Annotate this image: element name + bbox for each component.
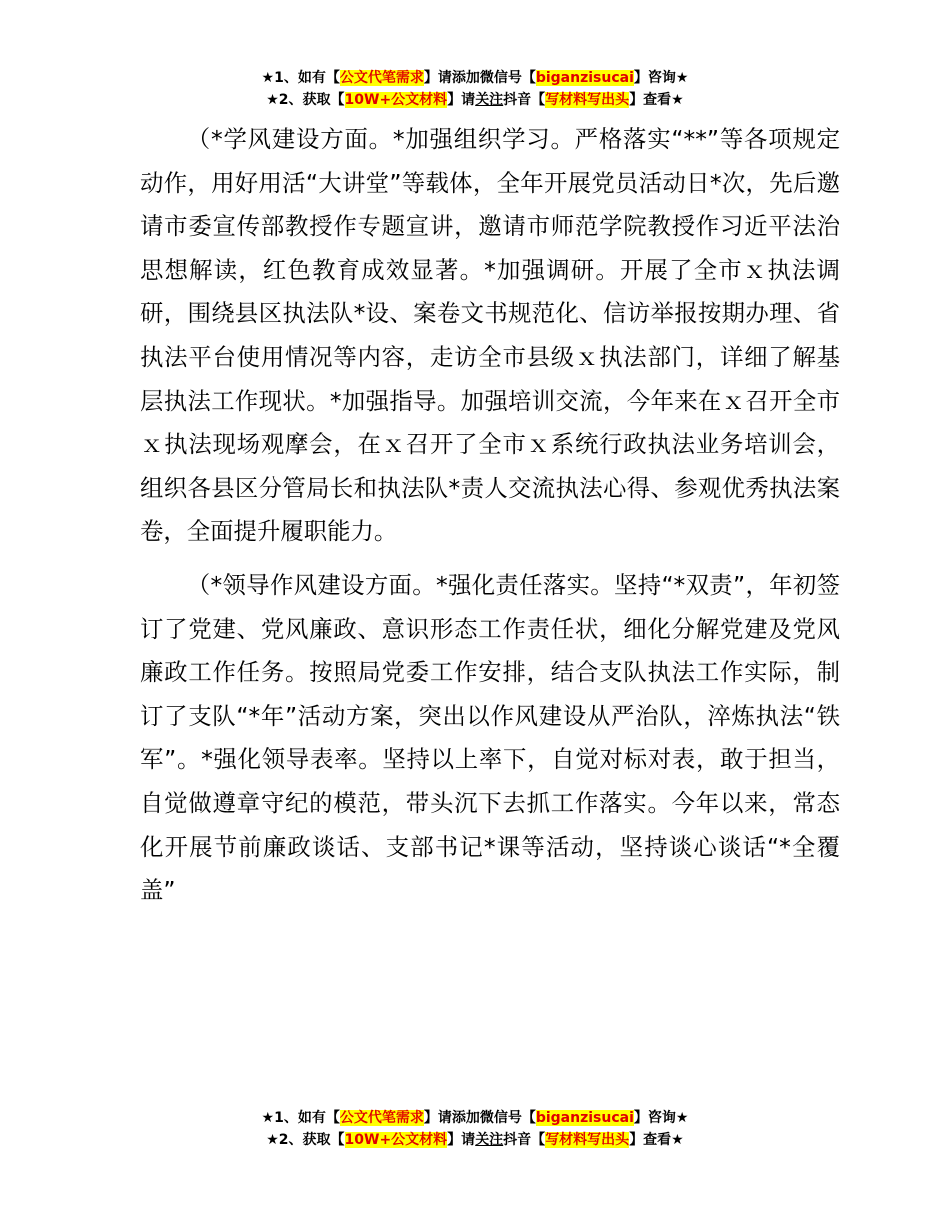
highlight-ghostwriting: 公文代笔需求: [339, 70, 424, 86]
highlight-wechat-id: biganzisucai: [535, 1110, 634, 1126]
banner-emphasis: 加: [465, 1110, 480, 1126]
banner-text: ★1、如有【: [261, 70, 340, 86]
banner-text: 抖音【: [503, 1132, 546, 1148]
highlight-wechat-id: biganzisucai: [535, 70, 634, 86]
banner-text: 抖音【: [503, 92, 546, 108]
banner-text: 微信号【: [479, 70, 536, 86]
banner-text: 微信号【: [479, 1110, 536, 1126]
banner-line-2: [0, 89, 950, 111]
banner-emphasis: 关注: [475, 1132, 504, 1148]
document-body: [140, 118, 840, 913]
highlight-ghostwriting: 公文代笔需求: [339, 1110, 424, 1126]
banner-text: 】查看★: [629, 1132, 684, 1148]
banner-text: ★1、如有【: [261, 1110, 340, 1126]
banner-line-1: [0, 1107, 950, 1129]
highlight-douyin-account: 写材料写出头: [545, 92, 630, 108]
banner-text: 】请添: [423, 70, 466, 86]
banner-emphasis: 关注: [475, 92, 504, 108]
highlight-douyin-account: 写材料写出头: [545, 1132, 630, 1148]
header-banner: [0, 67, 950, 111]
footer-banner: [0, 1107, 950, 1151]
banner-line-2: [0, 1129, 950, 1151]
banner-text: 】咨询★: [633, 1110, 689, 1126]
banner-text: ★2、获取【: [266, 92, 345, 108]
banner-line-1: [0, 67, 950, 89]
banner-text: ★2、获取【: [266, 1132, 345, 1148]
banner-text: 】请: [447, 92, 476, 108]
banner-text: 】咨询★: [633, 70, 689, 86]
highlight-materials: 10W+公文材料: [344, 92, 448, 108]
banner-emphasis: 加: [465, 70, 480, 86]
paragraph-leadership-style: （*领导作风建设方面。*强化责任落实。坚持“*双责”，年初签订了党建、党风廉政、意识形态工作责任状，细化分解党建及党风廉政工作任务。按照局党委工作安排，结合支队执法工作实际，制订了支队“*年”活动方案，突出以作风建设从严治队，淬炼执法“铁军”。*强化领导表率。坚持以上率下，自觉对标对表，敢于担当，自觉做遵章守纪的模范，带头沉下去抓工作落实。今年以来，常态化开展节前廉政谈话、支部书记*课等活动，坚持谈心谈话“*全覆盖”: [140, 570, 840, 905]
paragraph-study-style: （*学风建设方面。*加强组织学习。严格落实“**”等各项规定动作，用好用活“大讲堂”等载体，全年开展党员活动日*次，先后邀请市委宣传部教授作专题宣讲，邀请市师范学院教授作习近平法治思想解读，红色教育成效显著。*加强调研。开展了全市ｘ执法调研，围绕县区执法队*设、案卷文书规范化、信访举报按期办理、省执法平台使用情况等内容，走访全市县级ｘ执法部门，详细了解基层执法工作现状。*加强指导。加强培训交流，今年来在ｘ召开全市ｘ执法现场观摩会，在ｘ召开了全市ｘ系统行政执法业务培训会，组织各县区分管局长和执法队*责人交流执法心得、参观优秀执法案卷，全面提升履职能力。: [140, 125, 840, 546]
banner-text: 】请: [447, 1132, 476, 1148]
banner-text: 】请添: [423, 1110, 466, 1126]
banner-text: 】查看★: [629, 92, 684, 108]
highlight-materials: 10W+公文材料: [344, 1132, 448, 1148]
